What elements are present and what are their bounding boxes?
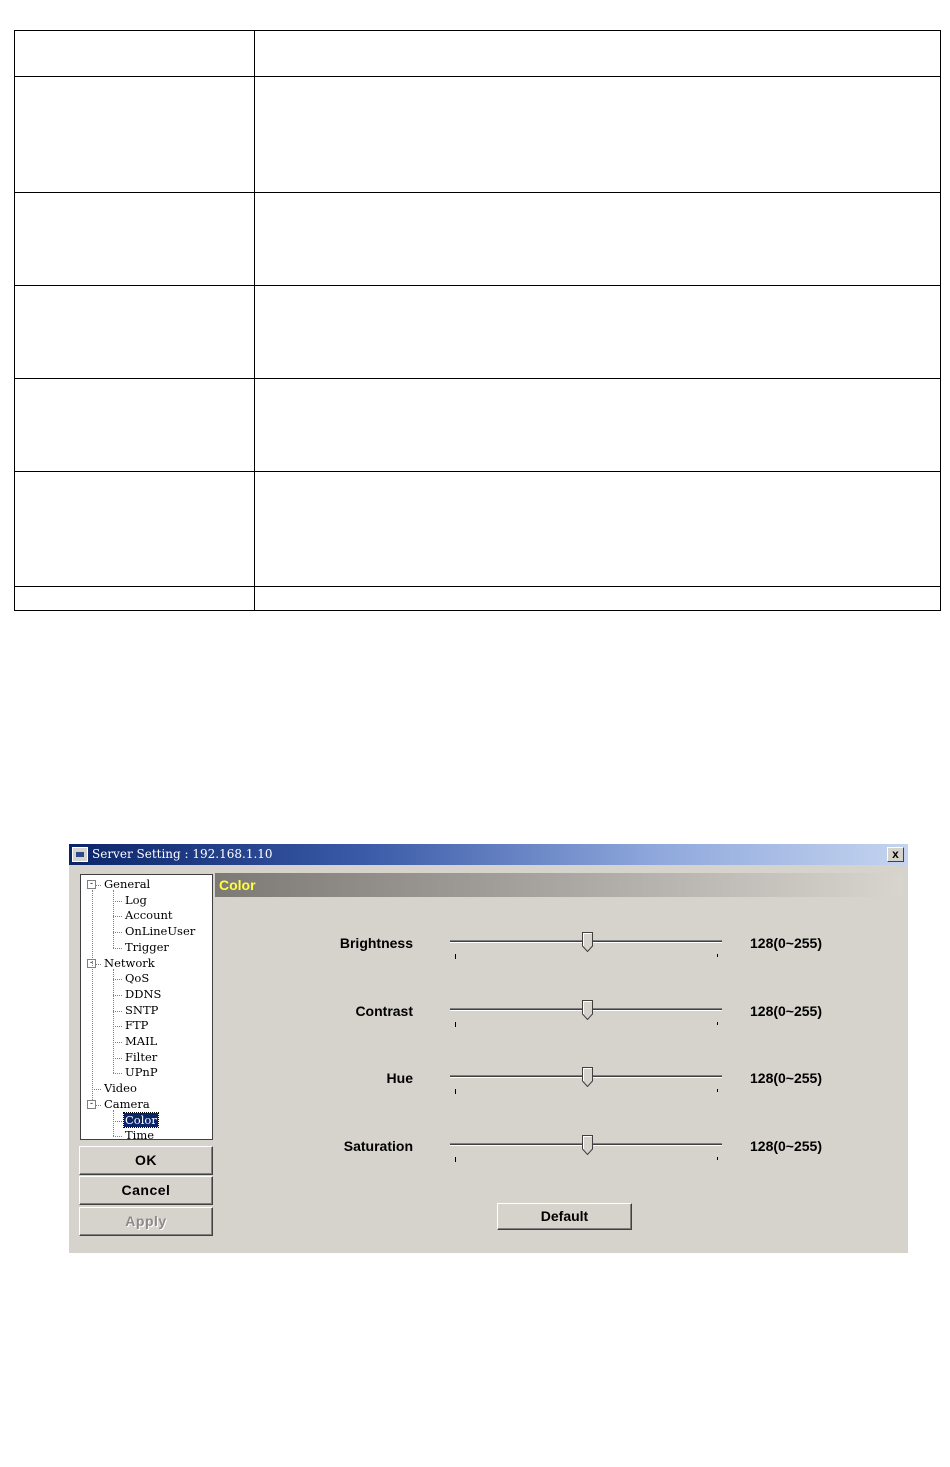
ok-button[interactable]: OK [79,1146,213,1175]
tree-connector [113,979,122,980]
table-cell [15,472,255,587]
slider-value-contrast: 128(0~255) [750,1002,823,1019]
tree-item-label: Filter [125,1049,158,1064]
table-cell [255,379,941,472]
slider-label-saturation: Saturation [343,1137,413,1154]
tree-connector [92,890,93,1100]
section-header [215,873,903,897]
tree-item-mail[interactable] [124,1034,158,1049]
tree-item-filter[interactable] [124,1050,158,1065]
slider-thumb-brightness[interactable] [582,932,593,952]
table-row [15,472,941,587]
slider-tick [717,1022,718,1025]
tree-connector [113,1073,122,1074]
table-cell [15,77,255,193]
slider-value-hue: 128(0~255) [750,1070,823,1086]
tree-item-label: OnLineUser [125,924,196,939]
table-row [15,379,941,472]
tree-item-color[interactable] [124,1113,158,1128]
tree-item-label: Color [125,1112,157,1127]
slider-value-saturation: 128(0~255) [750,1137,823,1154]
tree-item-label: UPnP [125,1065,158,1080]
tree-connector [96,885,101,886]
collapse-icon[interactable]: - [87,1100,96,1109]
slider-tick [455,1157,456,1162]
tree-connector [92,1089,101,1090]
tree-item-general[interactable] [103,877,151,892]
tree-item-label: FTP [125,1018,149,1033]
tree-connector [113,1136,122,1137]
tree-item-video[interactable] [103,1081,138,1096]
table-cell [255,587,941,611]
table-cell [15,193,255,286]
slider-value-brightness: 128(0~255) [750,935,823,951]
collapse-icon[interactable]: - [87,959,96,968]
tree-connector [113,901,122,902]
tree-connector [113,995,122,996]
section-title: Color [219,877,256,893]
app-icon [72,847,88,862]
slider-tick [455,1089,456,1094]
tree-item-label: DDNS [125,986,162,1001]
table-cell [255,193,941,286]
table-row [15,587,941,611]
close-button[interactable]: x [887,847,904,862]
tree-item-account[interactable] [124,908,174,923]
tree-item-label: Time [125,1128,155,1143]
table-cell [255,286,941,379]
slider-tick [717,954,718,957]
tree-item-ddns[interactable] [124,987,162,1002]
slider-thumb-contrast[interactable] [582,1000,593,1020]
document-table [14,30,941,611]
slider-tick [455,1022,456,1027]
table-row [15,193,941,286]
tree-connector [113,969,114,1074]
table-cell [255,472,941,587]
table-cell [15,286,255,379]
table-row [15,31,941,77]
tree-connector [113,1110,114,1136]
tree-connector [113,916,122,917]
tree-connector [113,948,122,949]
slider-thumb-hue[interactable] [582,1067,593,1087]
server-setting-dialog [69,844,908,1253]
table-cell [15,379,255,472]
tree-item-label: Account [125,908,173,923]
tree-connector [113,1058,122,1059]
tree-item-upnp[interactable] [124,1065,159,1080]
settings-tree[interactable] [80,874,213,1143]
tree-connector [113,1042,122,1043]
tree-connector [113,890,114,948]
tree-connector [113,1121,122,1122]
tree-item-qos[interactable] [124,971,150,986]
tree-connector [96,1105,101,1106]
tree-item-network[interactable] [103,956,156,971]
table-row [15,77,941,193]
tree-item-label: Network [104,955,155,970]
slider-thumb-saturation[interactable] [582,1135,593,1155]
tree-connector [113,1026,122,1027]
tree-item-camera[interactable] [103,1097,151,1112]
table-cell [15,31,255,77]
cancel-button[interactable]: Cancel [79,1176,213,1205]
tree-item-label: MAIL [125,1034,158,1048]
tree-item-trigger[interactable] [124,940,170,955]
slider-label-contrast: Contrast [355,1002,413,1019]
tree-item-label: Video [104,1081,137,1096]
default-button[interactable]: Default [497,1203,632,1230]
tree-item-label: QoS [125,971,150,986]
slider-label-brightness: Brightness [339,935,413,951]
slider-tick [717,1157,718,1160]
tree-item-sntp[interactable] [124,1003,159,1018]
slider-label-hue: Hue [386,1070,413,1086]
table-cell [255,31,941,77]
tree-item-ftp[interactable] [124,1018,149,1033]
tree-connector [113,932,122,933]
tree-item-label: Trigger [125,939,169,954]
table-cell [15,587,255,611]
tree-item-label: General [104,877,151,891]
tree-item-label: Log [125,892,147,907]
collapse-icon[interactable]: - [87,880,96,889]
tree-item-time[interactable] [124,1128,155,1143]
tree-connector [113,1011,122,1012]
apply-button[interactable]: Apply [79,1207,213,1236]
table-row [15,286,941,379]
tree-item-label: Camera [104,1096,150,1111]
tree-item-log[interactable] [124,893,148,908]
window-title: Server Setting : 192.168.1.10 [92,847,273,861]
slider-tick [455,954,456,959]
tree-connector [96,964,101,965]
title-bar[interactable] [69,844,908,865]
table-cell [255,77,941,193]
tree-item-onlineuser[interactable] [124,924,196,939]
slider-tick [717,1089,718,1092]
tree-item-label: SNTP [125,1002,159,1017]
